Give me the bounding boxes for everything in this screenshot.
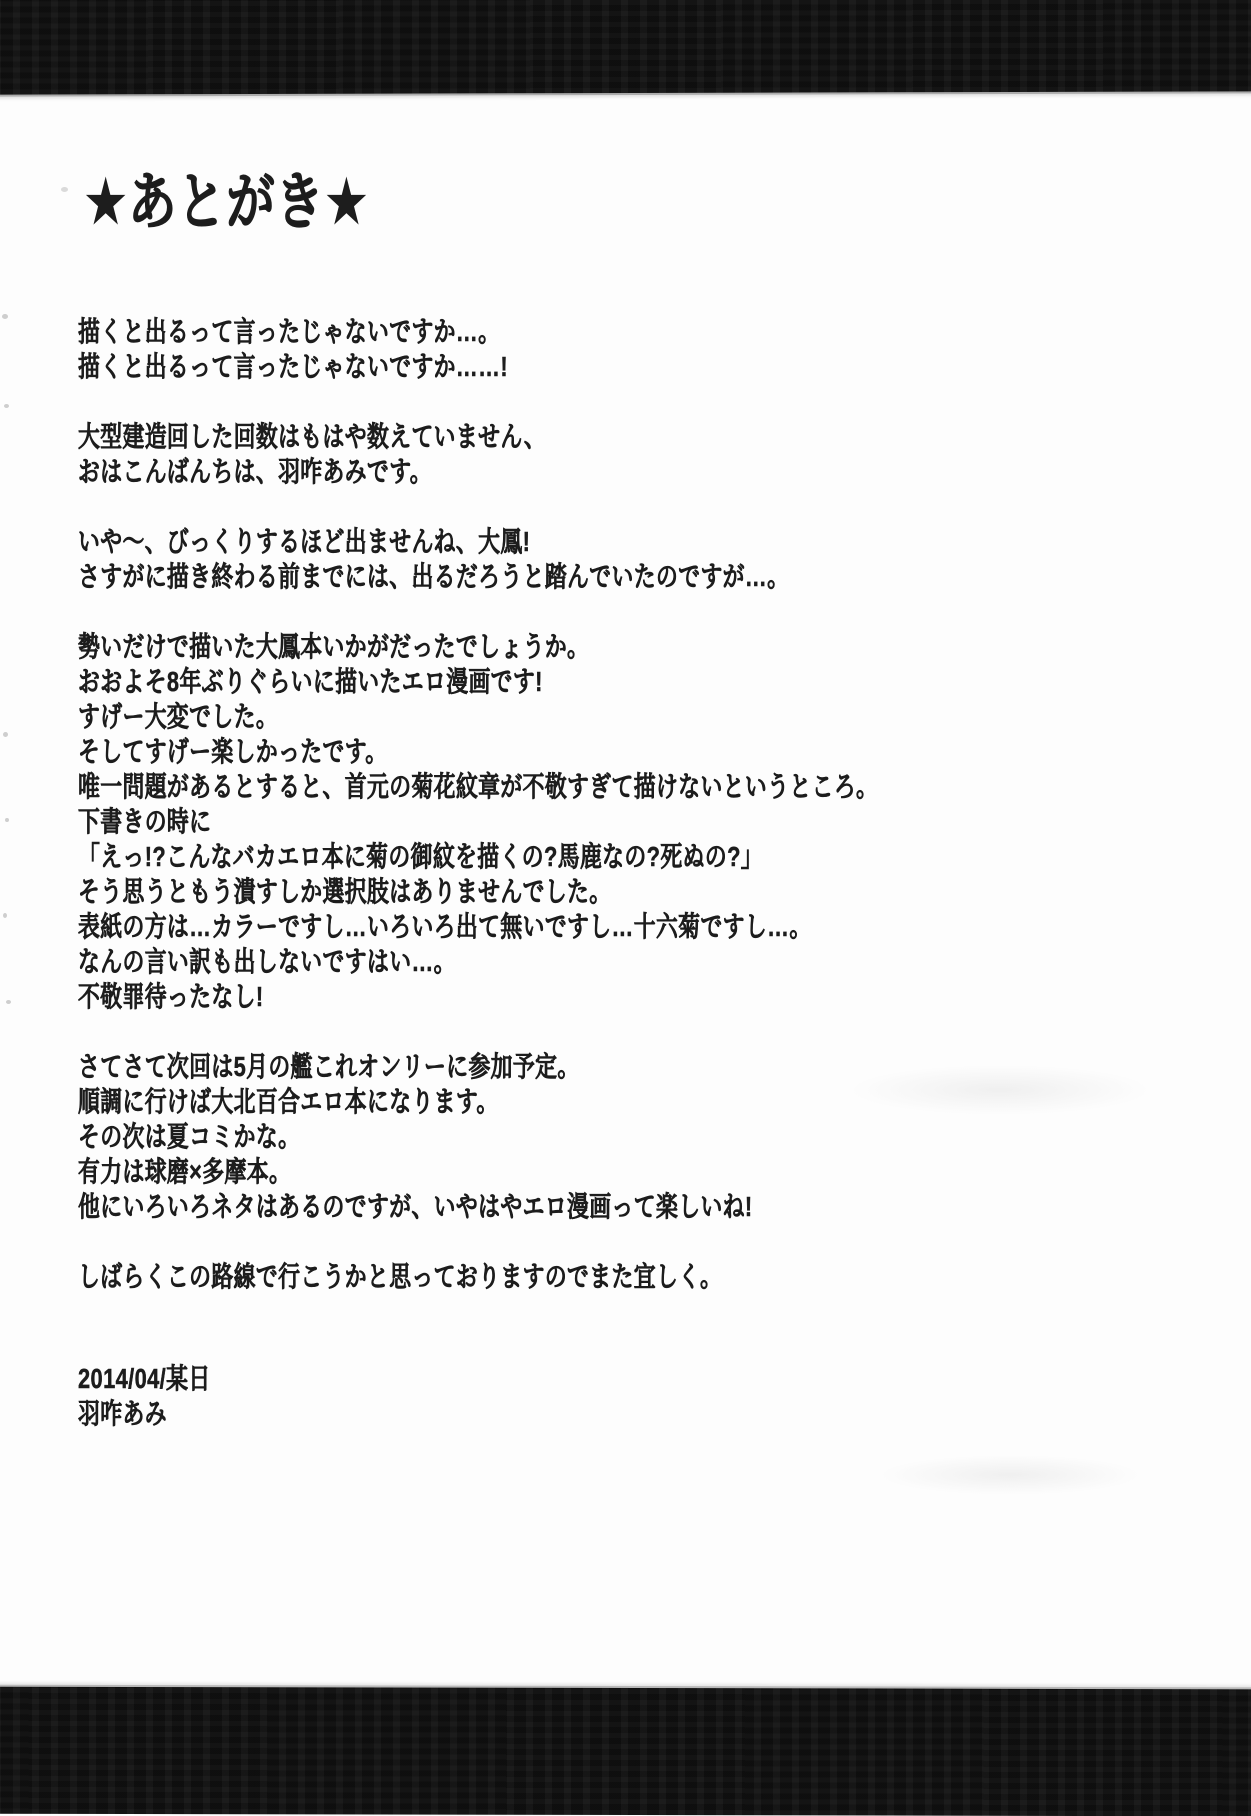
paragraph [78,629,1170,1014]
text-line: 表紙の方は…カラーですし…いろいろ出て無いですし…十六菊ですし…。 [78,911,812,942]
text-line: 大型建造回した回数はもはや数えていません、 [78,421,547,452]
text-line: 有力は球磨×多摩本。 [78,1156,292,1187]
text-line: なんの言い訳も出しないですはい…。 [78,946,456,977]
text-line: さすがに描き終わる前までには、出るだろうと踏んでいたのですが…。 [78,561,790,592]
text-line: おおよそ8年ぶりぐらいに描いたエロ漫画です! [78,666,543,697]
afterword-body [78,314,1170,1329]
text-line: しばらくこの路線で行こうかと思っておりますのでまた宜しく。 [78,1261,723,1292]
scan-border-bottom [0,1687,1251,1816]
text-line: その次は夏コミかな。 [78,1121,301,1152]
text-line: おはこんばんちは、羽咋あみです。 [78,456,432,487]
text-line: 他にいろいろネタはあるのですが、いやはやエロ漫画って楽しいね! [78,1191,753,1222]
paragraph [78,314,1170,384]
scan-dust-speck [61,187,68,192]
text-line: そしてすげー楽しかったです。 [78,736,388,767]
paragraph [78,1259,1170,1294]
text-line: さてさて次回は5月の艦これオンリーに参加予定。 [78,1051,580,1082]
paragraph [78,524,1170,594]
paragraph [78,419,1170,489]
text-line: いや〜、びっくりするほど出ませんね、大鳳! [78,526,531,557]
scan-dust-speck [6,1000,11,1004]
scan-dust-speck [3,732,8,737]
text-line: 描くと出るって言ったじゃないですか……! [78,351,509,382]
text-line: 不敬罪待ったなし! [78,981,264,1012]
afterword-title: ★あとがき★ [84,168,369,237]
scan-dust-speck [4,404,9,408]
author-line: 羽咋あみ [78,1398,167,1429]
scan-dust-speck [5,818,9,822]
scan-smudge [850,1065,1150,1115]
text-line: 勢いだけで描いた大鳳本いかがだったでしょうか。 [78,631,590,662]
scan-smudge [880,1455,1140,1495]
signature-block [78,1361,211,1431]
text-line: 描くと出るって言ったじゃないですか…。 [78,316,501,347]
text-line: 下書きの時に [78,806,212,837]
scan-dust-speck [3,913,7,918]
text-line: すげー大変でした。 [78,701,279,732]
scan-dust-speck [2,314,8,319]
scan-border-top [0,0,1251,95]
text-line: そう思うともう潰すしか選択肢はありませんでした。 [78,876,612,907]
text-line: 「えっ!?こんなバカエロ本に菊の御紋を描くの?馬鹿なの?死ぬの?」 [78,841,764,872]
date-line: 2014/04/某日 [78,1363,211,1394]
text-line: 順調に行けば大北百合エロ本になります。 [78,1086,499,1117]
text-line: 唯一問題があるとすると、首元の菊花紋章が不敬すぎて描けないというところ。 [78,771,879,802]
